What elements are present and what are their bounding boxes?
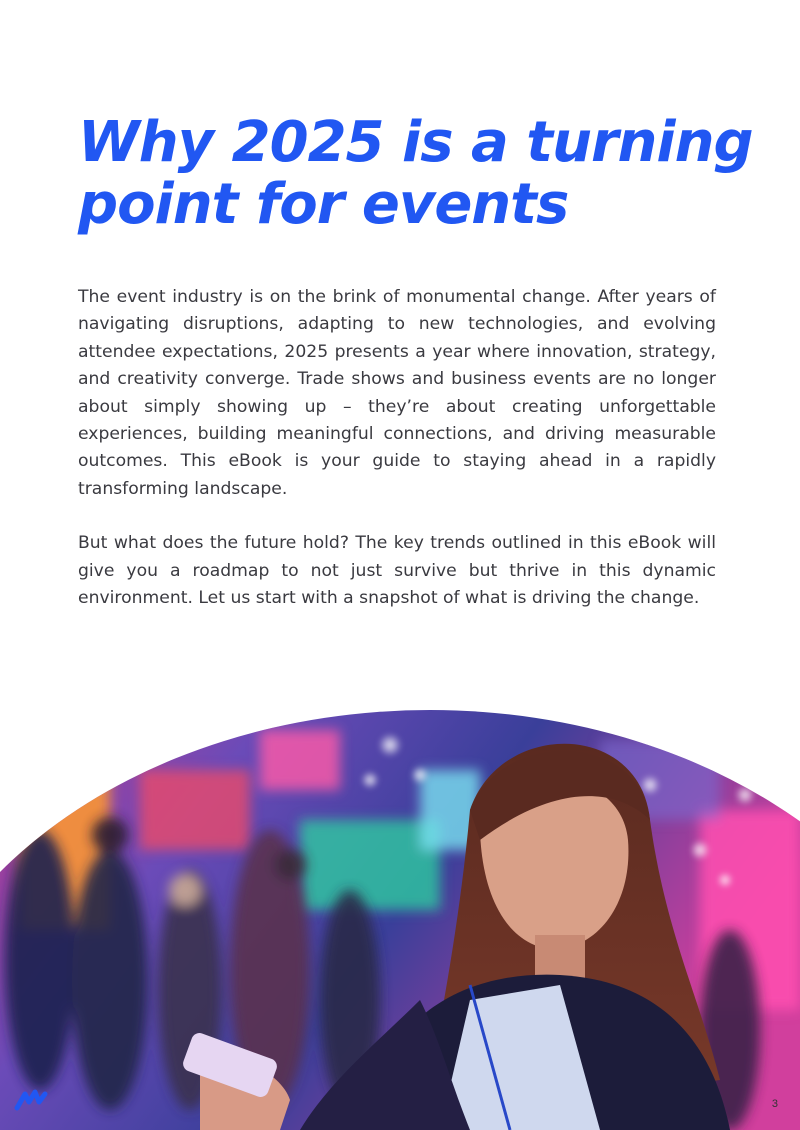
page-number: 3 <box>771 1098 778 1110</box>
hero-photo <box>0 700 800 1130</box>
intro-paragraph: The event industry is on the brink of monumental change. After years of navigating disruptions, adapting to new technologies, and evolving attendee expectations, 2025 presents a year where innovation, strategy, and creativity converge. Trade shows and business events are no longer about simply showing up – they’re about creating unforgettable experiences, building meaningful connections, and driving measurable outcomes. This eBook is your guide to staying ahead in a rapidly transforming landscape. <box>78 287 716 499</box>
body-text <box>78 284 716 612</box>
page-title: Why 2025 is a turning point for events <box>78 110 753 237</box>
second-paragraph: But what does the future hold? The key trends outlined in this eBook will give you a roadmap to not just survive but thrive in this dynamic environment. Let us start with a snapshot of what is driving the change. <box>78 533 716 609</box>
brand-logo-icon <box>14 1088 48 1116</box>
